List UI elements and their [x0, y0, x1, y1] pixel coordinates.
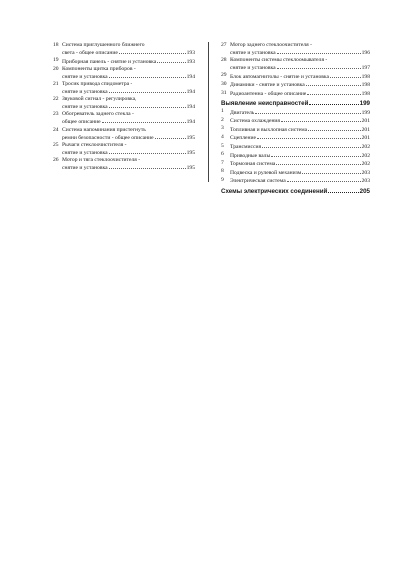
entry-line — [62, 133, 195, 141]
entry-text: света - общее описание — [62, 50, 118, 57]
entry-line — [62, 157, 195, 164]
troubleshooting-items — [221, 108, 370, 185]
entry-body — [62, 57, 195, 65]
leader-dots — [255, 108, 360, 114]
entry-body — [230, 42, 370, 57]
entry-number: 20 — [53, 65, 59, 72]
entry-body — [62, 81, 195, 96]
entry-page: 197 — [361, 65, 370, 72]
leader-dots — [306, 81, 361, 87]
leader-dots — [330, 72, 361, 78]
toc-entry — [53, 157, 195, 172]
leader-dots — [257, 134, 361, 140]
wiring-title: Схемы электрических соединений — [221, 187, 328, 195]
entry-text: Звуковой сигнал - регулировка, — [62, 96, 137, 103]
entry-line — [230, 57, 370, 64]
item-text: Приводные валы — [230, 152, 271, 159]
entry-number: 23 — [53, 111, 59, 118]
troubleshooting-title: Выявление неисправностей — [221, 100, 309, 108]
entry-text: снятие и установка — [230, 65, 276, 72]
entry-page: 198 — [361, 73, 370, 80]
toc-entry — [221, 90, 370, 98]
entry-page: 195 — [186, 134, 195, 141]
troubleshooting-item — [221, 108, 370, 116]
leader-dots — [281, 117, 361, 123]
toc-entry — [221, 57, 370, 72]
entry-text: Блок автомагнитолы - снятие и установка — [230, 73, 330, 80]
entry-text: Обогреватель заднего стекла - — [62, 111, 134, 118]
troubleshooting-item — [221, 117, 370, 125]
item-text: Сцепление — [230, 135, 256, 142]
leader-dots — [308, 125, 360, 131]
entry-number: 25 — [53, 141, 59, 148]
entry-line — [62, 103, 195, 111]
entry-page: 194 — [186, 89, 195, 96]
item-text: Тормозная система — [230, 161, 276, 168]
item-text: Подвеска и рулевой механизм — [230, 169, 302, 176]
entry-line — [230, 64, 370, 72]
wiring-heading — [221, 187, 370, 196]
entry-text: Тросик привода спидометра - — [62, 80, 133, 87]
entry-text: Динамики - снятие и установка — [230, 82, 305, 89]
leader-dots — [155, 133, 186, 139]
item-text: Двигатель — [230, 109, 255, 116]
entry-line — [62, 142, 195, 149]
item-line — [230, 160, 370, 168]
item-page: 202 — [361, 144, 370, 151]
entry-page: 198 — [361, 82, 370, 89]
entry-page: 194 — [186, 119, 195, 126]
item-number: 4 — [221, 133, 224, 140]
entry-page: 195 — [186, 165, 195, 171]
toc-right-entries — [221, 42, 370, 98]
leader-dots — [309, 100, 358, 106]
entry-text: Система напоминания пристегнуть — [62, 126, 146, 133]
toc-entry — [53, 96, 195, 111]
item-number: 5 — [221, 142, 224, 149]
entry-line — [62, 164, 195, 172]
entry-line — [62, 118, 195, 126]
troubleshooting-item — [221, 134, 370, 142]
wiring-page: 205 — [359, 187, 370, 195]
troubleshooting-item — [221, 177, 370, 185]
item-page: 201 — [361, 135, 370, 142]
leader-dots — [262, 143, 361, 149]
troubleshooting-item — [221, 168, 370, 176]
entry-line — [62, 127, 195, 134]
entry-line — [62, 42, 195, 49]
entry-text: Приборная панель - снятие и установка — [62, 58, 157, 65]
entry-text: Система приглушенного ближнего — [62, 42, 145, 48]
leader-dots — [287, 177, 361, 183]
item-page: 203 — [361, 178, 370, 185]
item-line — [230, 151, 370, 159]
entry-body — [230, 90, 370, 98]
entry-number: 21 — [53, 80, 59, 87]
toc-entry — [53, 66, 195, 81]
item-text: Трансмиссия — [230, 144, 262, 151]
troubleshooting-page: 199 — [359, 100, 370, 108]
item-line — [230, 108, 370, 116]
entry-body — [62, 42, 195, 57]
leader-dots — [277, 49, 361, 55]
item-number: 6 — [221, 151, 224, 158]
entry-number: 19 — [53, 57, 59, 64]
toc-entry — [53, 57, 195, 65]
troubleshooting-item — [221, 160, 370, 168]
entry-page: 193 — [186, 58, 195, 65]
toc-entry — [221, 42, 370, 57]
leader-dots — [109, 164, 186, 170]
entry-body — [62, 142, 195, 157]
entry-body — [230, 72, 370, 80]
item-page: 199 — [361, 109, 370, 116]
entry-text: Компоненты щитка приборов - — [62, 65, 136, 72]
item-line — [230, 168, 370, 176]
toc-entry — [53, 42, 195, 57]
leader-dots — [276, 160, 360, 166]
toc-entry — [221, 81, 370, 89]
entry-text: Мотор и тяга стеклоочистителя - — [62, 156, 141, 163]
item-text: Система охлаждения — [230, 118, 280, 125]
entry-line — [62, 72, 195, 80]
leader-dots — [157, 57, 185, 63]
toc-entry — [53, 127, 195, 142]
entry-page: 194 — [186, 73, 195, 80]
item-page: 202 — [361, 161, 370, 168]
entry-text: ремни безопасности - общее описание — [62, 134, 154, 141]
entry-body — [62, 66, 195, 81]
entry-text: Компоненты системы стеклоомывателя - — [230, 57, 328, 64]
item-number: 3 — [221, 125, 224, 132]
toc-entry — [221, 72, 370, 80]
entry-line — [230, 72, 370, 80]
leader-dots — [328, 187, 358, 193]
toc-entry — [53, 142, 195, 157]
toc-entry — [53, 81, 195, 96]
item-line — [230, 125, 370, 133]
entry-page: 196 — [361, 50, 370, 57]
entry-line — [62, 81, 195, 88]
entry-body — [62, 111, 195, 126]
entry-number: 24 — [53, 126, 59, 133]
entry-line — [230, 42, 370, 49]
item-page: 201 — [361, 118, 370, 125]
entry-text: снятие и установка — [230, 50, 276, 57]
entry-text: снятие и установка — [62, 104, 108, 111]
leader-dots — [302, 168, 360, 174]
item-number: 2 — [221, 116, 224, 123]
item-number: 1 — [221, 108, 224, 115]
leader-dots — [307, 90, 360, 96]
troubleshooting-item — [221, 125, 370, 133]
entry-page: 198 — [361, 91, 370, 98]
troubleshooting-item — [221, 143, 370, 151]
entry-number: 18 — [53, 42, 59, 48]
entry-number: 28 — [221, 57, 227, 64]
entry-body — [62, 96, 195, 111]
item-page: 201 — [361, 126, 370, 133]
entry-number: 30 — [221, 80, 227, 87]
leader-dots — [109, 88, 186, 94]
entry-page: 195 — [186, 149, 195, 156]
entry-line — [62, 96, 195, 103]
leader-dots — [109, 103, 186, 109]
toc-entry — [53, 111, 195, 126]
entry-text: снятие и установка — [62, 149, 108, 156]
entry-text: снятие и установка — [62, 73, 108, 80]
entry-body — [62, 127, 195, 142]
item-line — [230, 177, 370, 185]
entry-body — [230, 81, 370, 89]
entry-text: общее описание — [62, 119, 101, 126]
item-page: 202 — [361, 152, 370, 159]
entry-text: Мотор заднего стеклоочистителя - — [230, 42, 312, 48]
leader-dots — [109, 148, 186, 154]
entry-page: 194 — [186, 104, 195, 111]
entry-text: снятие и установка — [62, 165, 108, 171]
entry-text: Радиоантенна - общее описание — [230, 91, 307, 98]
entry-text: Рычаги стеклоочистителя - — [62, 141, 127, 148]
entry-number: 27 — [221, 42, 227, 48]
entry-line — [230, 49, 370, 57]
troubleshooting-heading — [221, 100, 370, 109]
item-number: 7 — [221, 159, 224, 166]
item-text: Топливная и выхлопная система — [230, 126, 308, 133]
entry-number: 29 — [221, 72, 227, 79]
entry-body — [230, 57, 370, 72]
item-number: 8 — [221, 168, 224, 175]
entry-page: 193 — [186, 50, 195, 57]
item-text: Электрическая система — [230, 178, 286, 185]
leader-dots — [109, 72, 186, 78]
entry-number: 26 — [53, 156, 59, 163]
entry-text: снятие и установка — [62, 89, 108, 96]
leader-dots — [102, 118, 186, 124]
entry-body — [62, 157, 195, 172]
column-divider — [208, 42, 209, 182]
entry-line — [62, 49, 195, 57]
item-line — [230, 143, 370, 151]
item-number: 9 — [221, 176, 224, 183]
leader-dots — [271, 151, 360, 157]
troubleshooting-item — [221, 151, 370, 159]
leader-dots — [277, 64, 361, 70]
entry-line — [62, 111, 195, 118]
entry-number: 31 — [221, 89, 227, 96]
entry-line — [230, 81, 370, 89]
entry-line — [230, 90, 370, 98]
toc-left-column — [53, 42, 195, 172]
leader-dots — [119, 49, 186, 55]
item-line — [230, 117, 370, 125]
entry-line — [62, 57, 195, 65]
toc-right-column — [221, 42, 370, 196]
item-page: 203 — [361, 169, 370, 176]
entry-line — [62, 66, 195, 73]
entry-line — [62, 148, 195, 156]
entry-line — [62, 88, 195, 96]
item-line — [230, 134, 370, 142]
entry-number: 22 — [53, 96, 59, 103]
